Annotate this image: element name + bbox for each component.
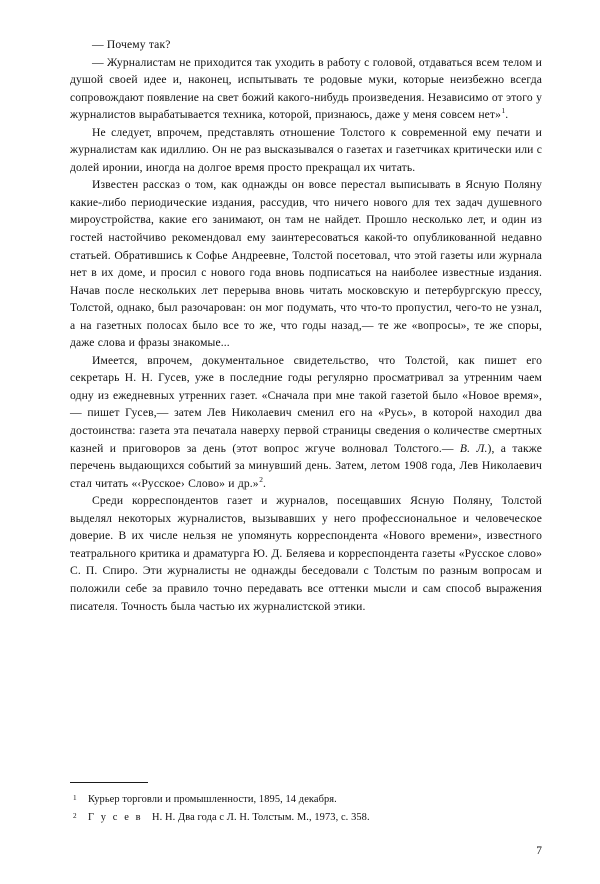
footnote-separator-rule [70,782,148,783]
footnote-marker-2: 2 [73,811,77,820]
footnotes-block [70,782,542,826]
paragraph-tail: . [505,108,509,122]
page-body [70,36,542,615]
footnote-reference-2: 2 [259,474,263,484]
footnote-marker-1: 1 [73,794,77,802]
paragraph-yasnaya-polyana-subscriptions: Известен рассказ о том, как однажды он вовсе перестал выписывать в Ясную Поляну какие-либо периодические издания, рассудив, что ничего нового для тех задач душевного мироустройства, какие его занимают, он там не найдет. Прошло несколько лет, и один из гостей настойчиво рекомендовал ему заинтересоваться какой-то опубликованной недавно статьей. Обратившись к Софье Андреевне, Толстой посетовал, что этой газеты или журнала нет в их доме, и просил с нового года вновь подписаться на наиболее известные издания. Начав после нескольких лет перерыва вновь читать московскую и петербургскую прессу, Толстой, однако, был разочарован: он мог подумать, что что-то пропустил, чего-то не узнал, а на газетных полосах было все то же, что годы назад,— те же «вопросы», те же споры, даже слова и фразы знакомые... [70,178,542,350]
segment-final-period: . [262,476,266,490]
paragraph-tolstoy-press-attitude: Не следует, впрочем, представлять отношение Толстого к современной ему печати и журналистам как идиллию. Он не раз высказывался о газетах и газетчиках критически или с долей иронии, иногда на долгое время просто прекращал их читать. [70,125,542,174]
footnote-text-1: Курьер торговли и промышленности, 1895, 14 декабря. [88,794,337,805]
segment-text-before-italic: Имеется, впрочем, документальное свидетельство, что Толстой, как пишет его секретарь Н. Н. Гусев, уже в последние годы регулярно просматривал за утренним чаем одну из ежедневных утренних газет. «Сначала при мне такой газетой было «Новое время»,— пишет Гусев,— затем Лев Николаевич сменил его на «Русь», в которой находил два достоинства: газета эта печатала наверху первой страницы сведения о количестве смертных казней и приговоров за день (этот вопрос жгуче волновал Толстого.— [70,353,542,455]
paragraph-trusted-correspondents: Среди корреспондентов газет и журналов, посещавших Ясную Поляну, Толстой выделял некоторых журналистов, вызывавших у него профессиональное и человеческое доверие. В их числе нельзя не упомянуть корреспондента «Нового времени», известного театрального критика и драматурга Ю. Д. Беляева и корреспондента газеты «Русское слово» С. П. Спиро. Эти журналисты не однажды беседовали с Толстым по разным вопросам и положили себе за правило точно передавать все оттенки мысли и сам способ выражения писателя. Точность была частью их журналистской этики. [70,494,542,613]
initials-vl-italic: В. Л. [459,441,488,455]
footnote-item-2 [70,809,542,827]
paragraph-text: — Журналистам не приходится так уходить в работу с головой, отдаваться всем телом и душой своей идее и, наконец, испытывать те родовые муки, которые неизбежно всегда сопровождают появление на свет божий какого-нибудь произведения. Независимо от этого у журналистов вырабатывается техника, которой, признаюсь, даже у меня совсем нет» [70,55,542,122]
footnote-text-2: Н. Н. Два года с Л. Н. Толстым. М., 1973, с. 358. [152,811,370,823]
footnote-reference-1: 1 [501,106,506,116]
footnote-author-2: Г у с е в [88,811,153,823]
segment-text-after-italic: ), а также перечень выдающихся событий за минувший день. Затем, летом 1908 года, Лев Николаевич стал читать «‹Русское› Слово» и др.» [70,441,542,490]
footnote-item-1 [70,791,542,809]
page-number: 7 [536,845,542,857]
paragraph-gusev-testimony [70,352,542,492]
paragraph-dialogue-answer [70,54,542,124]
paragraph-dialogue-question: — Почему так? [92,38,171,51]
